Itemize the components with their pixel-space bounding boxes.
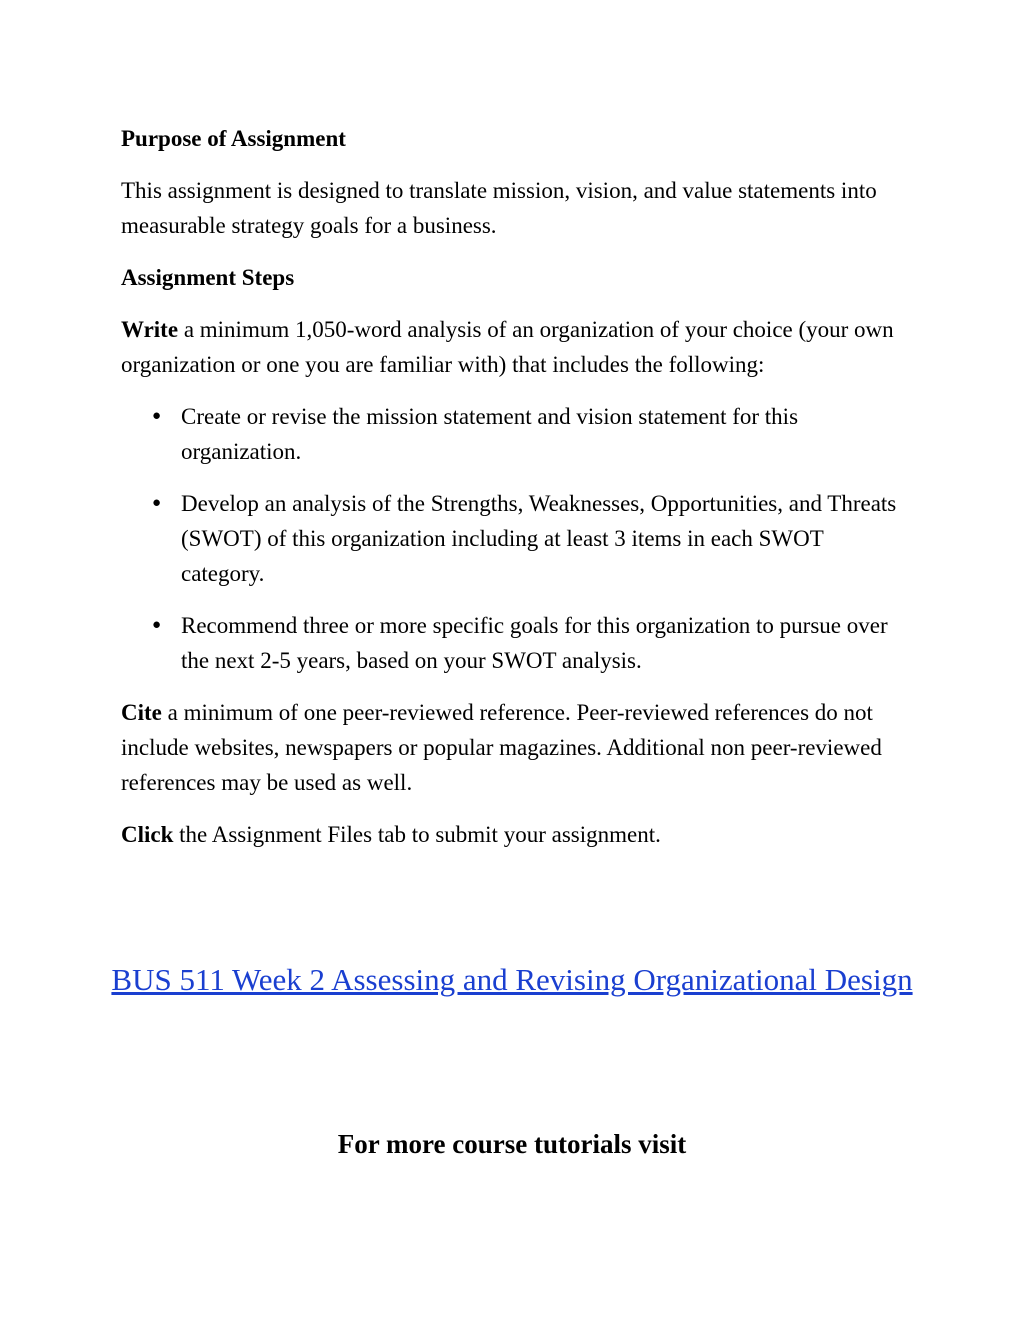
list-item-text: Develop an analysis of the Strengths, Weaknesses, Opportunities, and Threats (SWOT) of this organization including at least 3 items in each SWOT category. bbox=[181, 491, 897, 586]
steps-heading: Assignment Steps bbox=[121, 265, 295, 290]
cite-text: a minimum of one peer-reviewed reference. Peer-reviewed references do not include websites, newspapers or popular magazines. Additional non peer-reviewed references may be used as well. bbox=[121, 700, 882, 795]
list-item-text: Recommend three or more specific goals for this organization to pursue over the next 2-5 years, based on your SWOT analysis. bbox=[181, 613, 888, 673]
bullet-dot-icon: ● bbox=[152, 617, 162, 633]
requirements-list bbox=[121, 399, 911, 678]
purpose-text: This assignment is designed to translate mission, vision, and value statements into measurable strategy goals for a business. bbox=[121, 178, 877, 238]
course-link[interactable]: BUS 511 Week 2 Assessing and Revising Organizational Design bbox=[111, 962, 913, 997]
cite-instruction bbox=[121, 695, 911, 800]
bullet-dot-icon: ● bbox=[152, 495, 162, 511]
purpose-heading: Purpose of Assignment bbox=[121, 126, 346, 151]
write-instruction bbox=[121, 312, 911, 382]
document-body bbox=[121, 121, 911, 869]
footer-text: For more course tutorials visit bbox=[337, 1129, 687, 1159]
click-instruction bbox=[121, 817, 911, 852]
list-item bbox=[121, 399, 911, 469]
bullet-dot-icon: ● bbox=[152, 408, 162, 424]
cite-keyword: Cite bbox=[121, 700, 162, 725]
list-item bbox=[121, 486, 911, 591]
course-link-container bbox=[0, 958, 1024, 1002]
list-item-text: Create or revise the mission statement and vision statement for this organization. bbox=[181, 404, 799, 464]
click-keyword: Click bbox=[121, 822, 174, 847]
write-keyword: Write bbox=[121, 317, 179, 342]
click-text: the Assignment Files tab to submit your assignment. bbox=[173, 822, 661, 847]
list-item bbox=[121, 608, 911, 678]
write-text: a minimum 1,050-word analysis of an organization of your choice (your own organization or one you are familiar with) that includes the following: bbox=[121, 317, 894, 377]
